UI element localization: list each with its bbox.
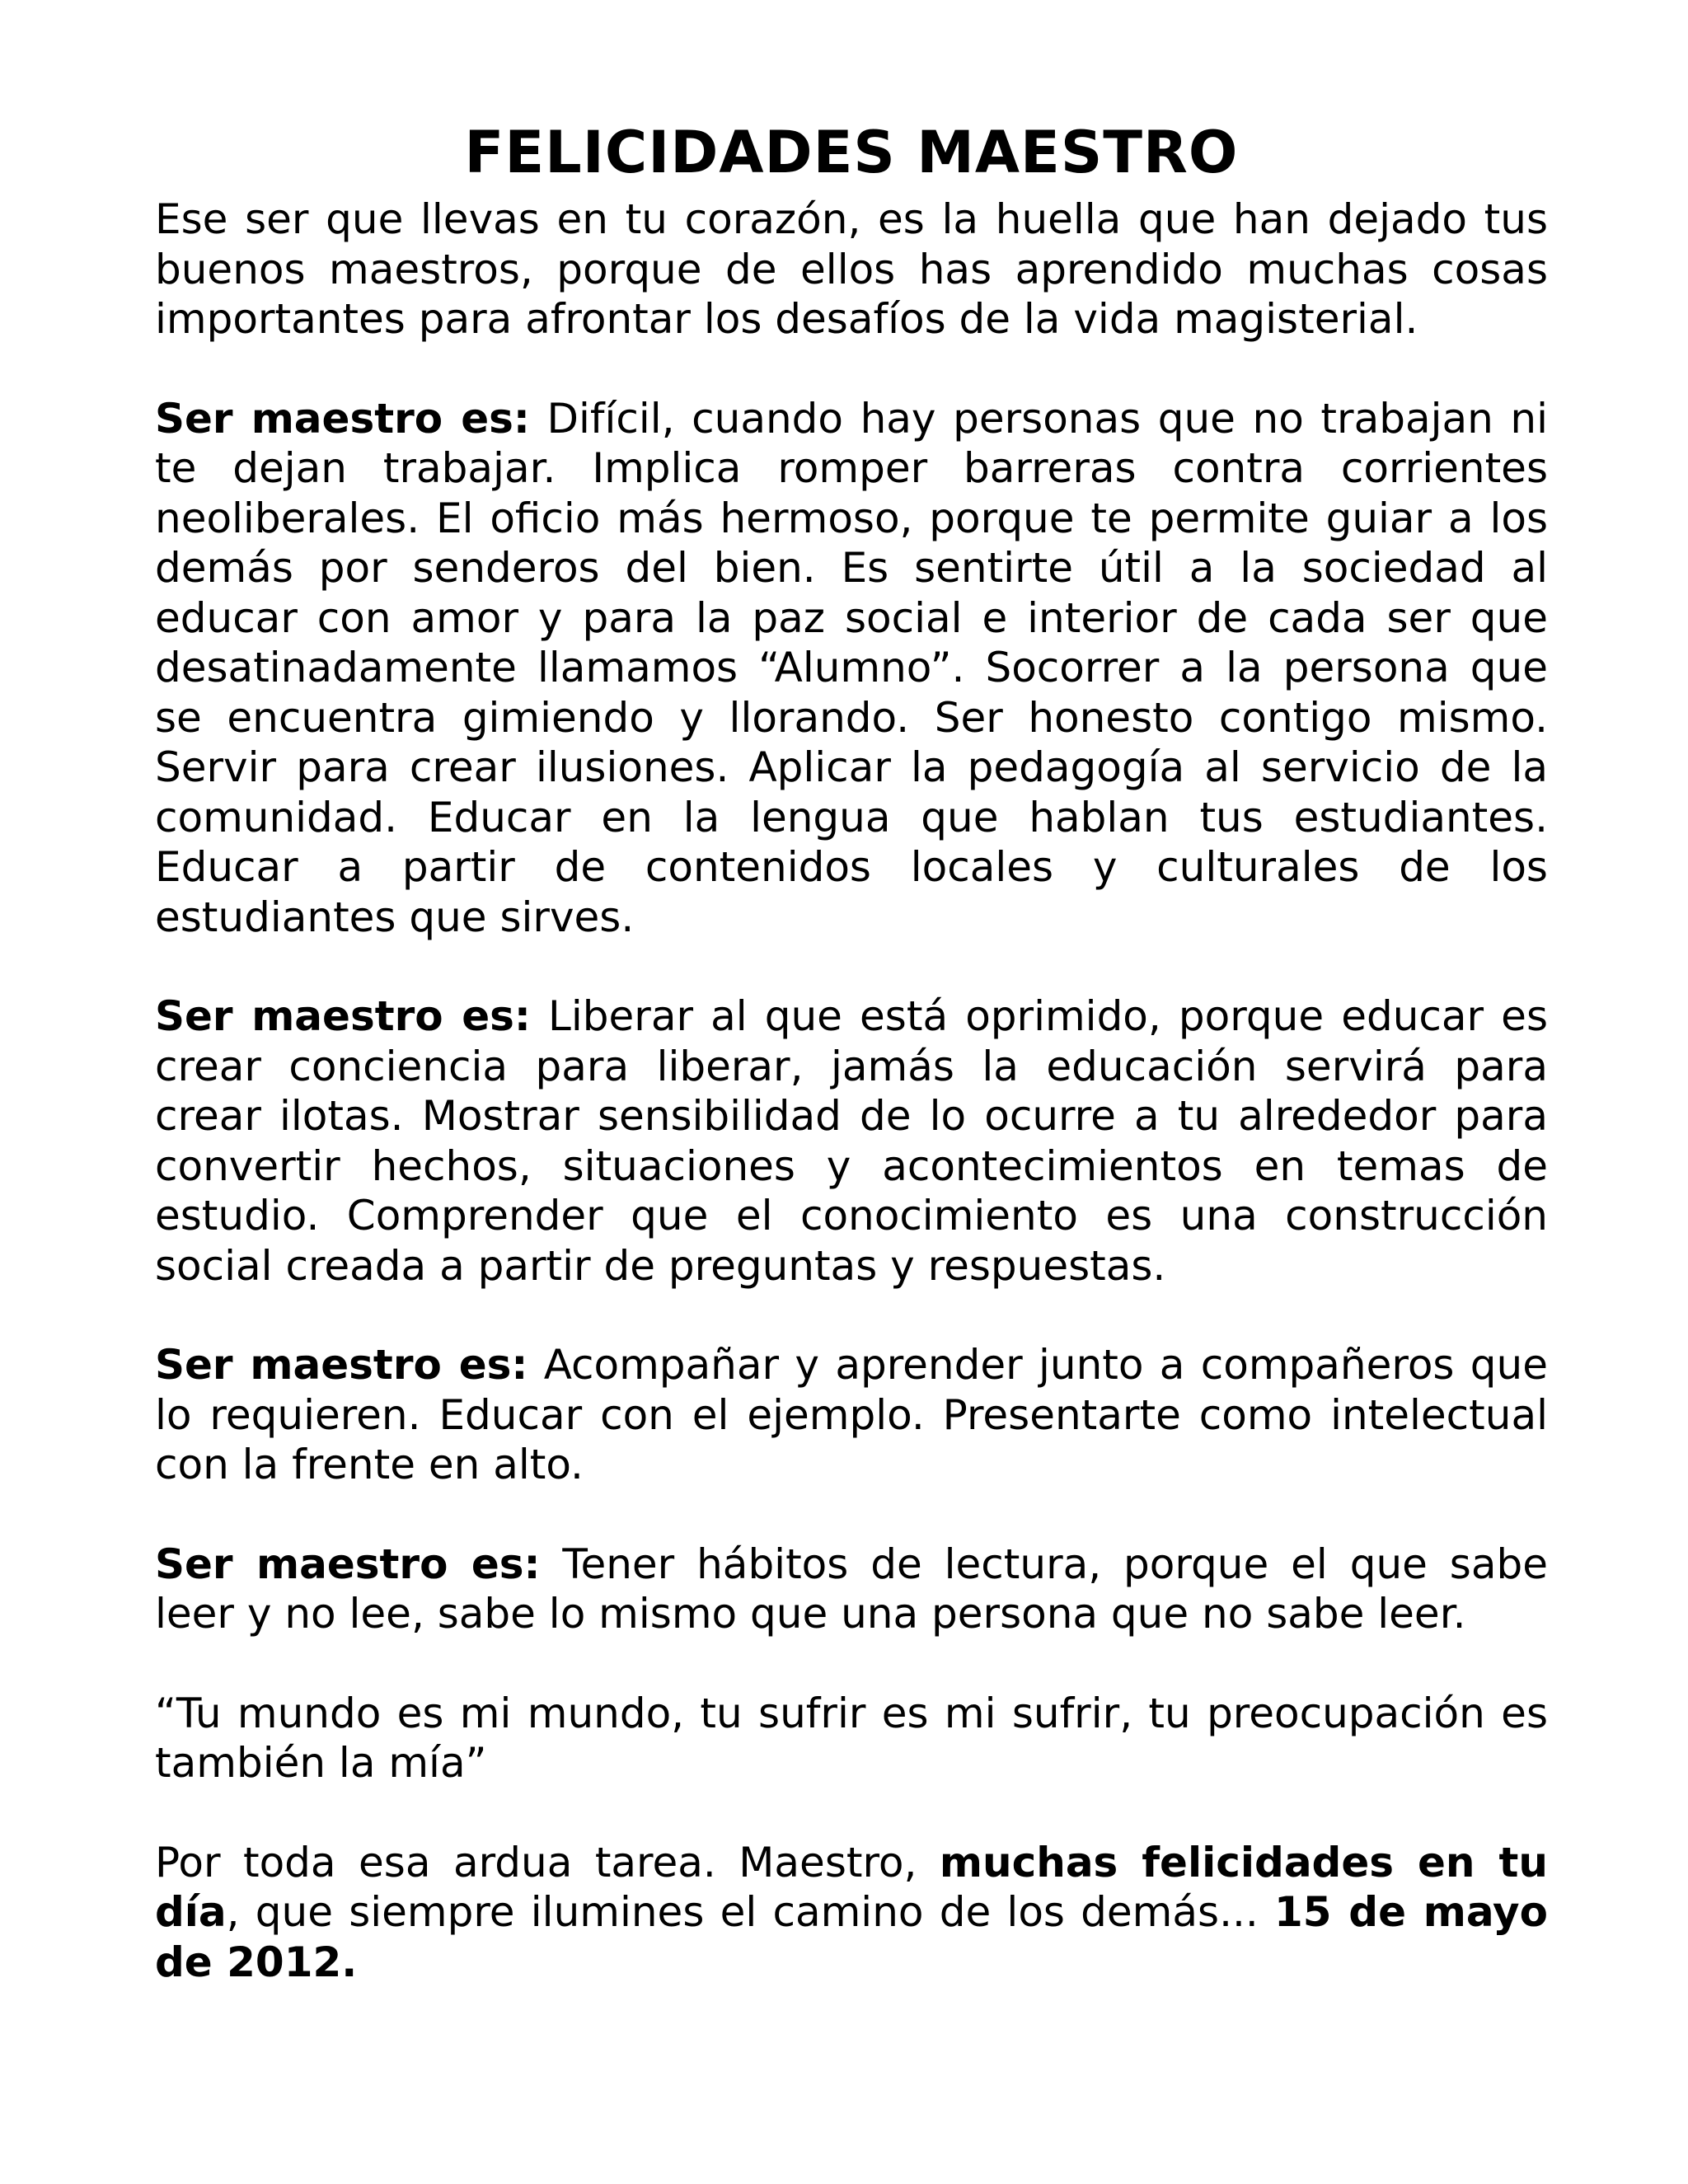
section-text: Difícil, cuando hay personas que no trabajan ni te dejan trabajar. Implica romper barreras contra corrientes neoliberales. El oficio más hermoso, porque te permite guiar a los demás por senderos del bien. Es sentirte útil a la sociedad al educar con amor y para la paz social e interior de cada ser que desatinadamente llamamos “Alumno”. Socorrer a la persona que se encuentra gimiendo y llorando. Ser honesto contigo mismo. Servir para crear ilusiones. Aplicar la pedagogía al servicio de la comunidad. Educar en la lengua que hablan tus estudiantes. Educar a partir de contenidos locales y culturales de los estudiantes que sirves.	[155, 394, 1548, 941]
section-text: Tener hábitos de lectura, porque el que sabe leer y no lee, sabe lo mismo que una persona que no sabe leer.	[155, 1540, 1548, 1638]
closing-congratulations: muchas felicidades en tu día	[155, 1838, 1548, 1936]
intro-paragraph: Ese ser que llevas en tu corazón, es la huella que han dejado tus buenos maestros, porque de ellos has aprendido muchas cosas importantes para afrontar los desafíos de la vida magisterial.	[155, 195, 1548, 343]
section-paragraph-3	[155, 1340, 1548, 1490]
quote-paragraph: “Tu mundo es mi mundo, tu sufrir es mi sufrir, tu preocupación es también la mía”	[155, 1689, 1548, 1787]
closing-text-2: , que siempre ilumines el camino de los demás...	[226, 1888, 1274, 1936]
section-lead: Ser maestro es:	[155, 394, 530, 443]
section-paragraph-4	[155, 1540, 1548, 1639]
section-lead: Ser maestro es:	[155, 1341, 528, 1389]
section-text: Acompañar y aprender junto a compañeros que lo requieren. Educar con el ejemplo. Presentarte como intelectual con la frente en alto.	[155, 1341, 1548, 1488]
section-paragraph-2	[155, 991, 1548, 1291]
section-lead: Ser maestro es:	[155, 1540, 541, 1588]
section-lead: Ser maestro es:	[155, 992, 531, 1040]
closing-text-1: Por toda esa ardua tarea. Maestro,	[155, 1838, 940, 1886]
document-page	[155, 115, 1548, 1987]
closing-paragraph	[155, 1838, 1548, 1988]
closing-date: 15 de mayo de 2012.	[155, 1888, 1548, 1986]
section-text: Liberar al que está oprimido, porque educar es crear conciencia para liberar, jamás la educación servirá para crear ilotas. Mostrar sensibilidad de lo ocurre a tu alrededor para convertir hechos, situaciones y acontecimientos en temas de estudio. Comprender que el conocimiento es una construcción social creada a partir de preguntas y respuestas.	[155, 992, 1548, 1290]
page-title: FELICIDADES MAESTRO	[464, 119, 1239, 186]
section-paragraph-1	[155, 394, 1548, 943]
